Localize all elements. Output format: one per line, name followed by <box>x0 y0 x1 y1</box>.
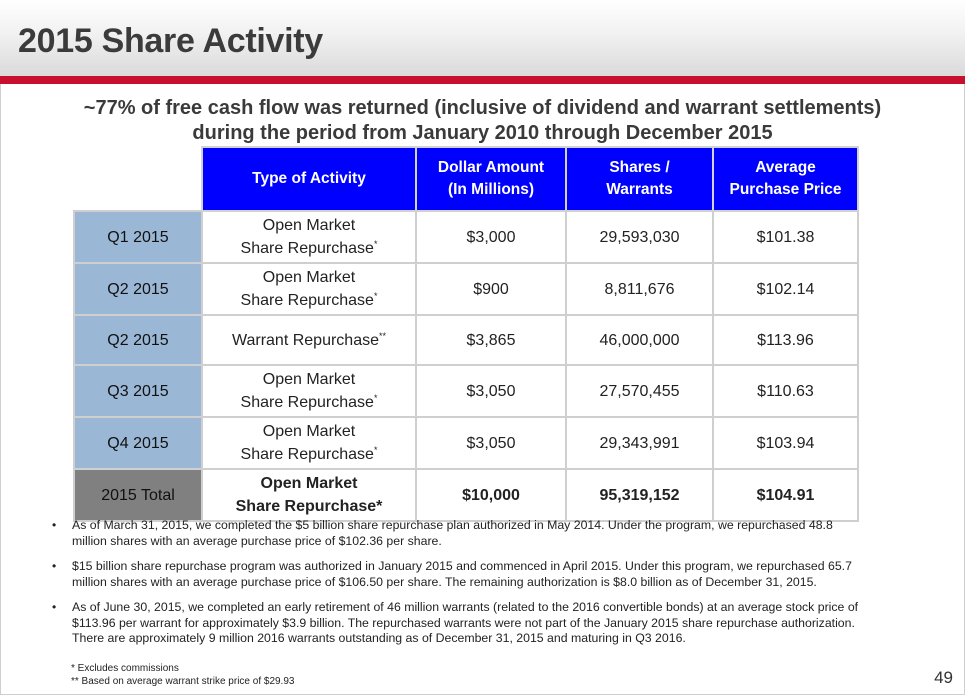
dollar-cell: $3,865 <box>416 315 566 365</box>
footnote-mark: * <box>373 291 378 301</box>
bullet-line: $15 billion share repurchase program was authorized in January 2015 and commenced in April 2015. Under this program, we repurchased 65.7 <box>72 559 852 573</box>
footnote-mark: * <box>373 239 378 249</box>
period-cell: Q2 2015 <box>74 315 202 365</box>
page-number: 49 <box>934 668 953 687</box>
dollar-cell: $3,050 <box>416 417 566 469</box>
header-dollar-amount <box>416 147 566 211</box>
total-activity-cell <box>202 469 416 521</box>
header-shares-line-1: Shares / <box>609 159 670 176</box>
title-underline <box>0 76 965 84</box>
activity-line-1: Open Market <box>262 423 356 440</box>
bullet-line: As of June 30, 2015, we completed an early retirement of 46 million warrants (related to the 2016 convertible bonds) at an average stock price of <box>72 600 859 614</box>
activity-cell <box>202 263 416 315</box>
activity-line-1: Open Market <box>262 371 356 388</box>
activity-cell <box>202 365 416 417</box>
period-cell: Q3 2015 <box>74 365 202 417</box>
bullet-dot: • <box>52 600 57 614</box>
header-average-price <box>713 147 858 211</box>
total-activity-line-2: Share Repurchase* <box>235 498 383 515</box>
bullet-item <box>52 600 942 647</box>
table-row <box>74 263 858 315</box>
share-activity-table <box>73 146 859 522</box>
bullet-line: million shares with an average purchase price of $102.36 per share. <box>72 533 442 548</box>
total-shares-cell: 95,319,152 <box>566 469 713 521</box>
activity-line-2-text: Share Repurchase <box>240 240 374 257</box>
price-cell: $101.38 <box>713 211 858 263</box>
footnote-commissions: * Excludes commissions <box>71 663 179 674</box>
header-price-line-2: Purchase Price <box>729 181 842 198</box>
table-row <box>74 417 858 469</box>
footnote-mark: ** <box>379 330 387 341</box>
price-cell: $103.94 <box>713 417 858 469</box>
price-cell: $110.63 <box>713 365 858 417</box>
activity-line-1: Open Market <box>262 269 356 286</box>
price-cell: $113.96 <box>713 315 858 365</box>
slide-title: 2015 Share Activity <box>18 22 323 60</box>
total-row <box>74 469 858 521</box>
period-cell: Q2 2015 <box>74 263 202 315</box>
activity-line-2 <box>203 391 415 414</box>
subtitle-line-1: ~77% of free cash flow was returned (inclusive of dividend and warrant settlements) <box>83 97 882 119</box>
total-period-cell: 2015 Total <box>74 469 202 521</box>
subtitle-line-2: during the period from January 2010 through December 2015 <box>192 122 773 144</box>
bullet-dot: • <box>52 518 57 532</box>
activity-line-2-text: Share Repurchase <box>240 446 374 463</box>
header-blank-cell <box>74 147 202 211</box>
activity-line-1: Warrant Repurchase <box>231 331 379 349</box>
table-row <box>74 365 858 417</box>
period-cell: Q4 2015 <box>74 417 202 469</box>
header-price-line-1: Average <box>755 159 816 176</box>
shares-cell: 27,570,455 <box>566 365 713 417</box>
activity-line-2 <box>203 443 415 466</box>
footnote-warrant-strike: ** Based on average warrant strike price of $29.93 <box>71 675 295 687</box>
activity-line-2-text: Share Repurchase <box>240 394 374 411</box>
total-dollar-cell: $10,000 <box>416 469 566 521</box>
activity-line-2 <box>203 289 415 312</box>
table-row <box>74 211 858 263</box>
shares-cell: 29,343,991 <box>566 417 713 469</box>
activity-cell <box>202 315 416 365</box>
header-type-of-activity: Type of Activity <box>202 147 416 211</box>
table-header-row <box>74 147 858 211</box>
bullet-line: $113.96 per warrant for approximately $3.9 billion. The repurchased warrants were not part of the January 2015 share repurchase authorization. <box>72 615 855 630</box>
bullet-dot: • <box>52 559 57 573</box>
shares-cell: 46,000,000 <box>566 315 713 365</box>
activity-cell <box>202 211 416 263</box>
bullet-line: million shares with an average purchase price of $106.50 per share. The remaining authorization is $8.0 billion as of December 31, 2015. <box>72 574 817 589</box>
header-dollar-line-2: (In Millions) <box>447 181 535 198</box>
footnotes <box>71 663 294 688</box>
footnote-mark: * <box>373 393 378 403</box>
period-cell: Q1 2015 <box>74 211 202 263</box>
activity-line-2-text: Share Repurchase <box>240 292 374 309</box>
shares-cell: 29,593,030 <box>566 211 713 263</box>
slide-subtitle <box>30 96 935 146</box>
dollar-cell: $3,000 <box>416 211 566 263</box>
footnote-mark: * <box>373 445 378 455</box>
table-row <box>74 315 858 365</box>
header-shares-line-2: Warrants <box>606 181 673 198</box>
activity-line-1: Open Market <box>262 217 356 234</box>
activity-cell <box>202 417 416 469</box>
bullet-line: There are approximately 9 million 2016 warrants outstanding as of December 31, 2015 and maturing in Q3 2016. <box>72 631 686 645</box>
header-shares-warrants <box>566 147 713 211</box>
dollar-cell: $900 <box>416 263 566 315</box>
total-activity-line-1: Open Market <box>260 475 358 492</box>
bullet-list <box>52 518 942 657</box>
bullet-item <box>52 559 942 590</box>
header-dollar-line-1: Dollar Amount <box>437 159 545 176</box>
shares-cell: 8,811,676 <box>566 263 713 315</box>
total-price-cell: $104.91 <box>713 469 858 521</box>
bullet-line: As of March 31, 2015, we completed the $5 billion share repurchase plan authorized in May 2014. Under the program, we repurchased 48.8 <box>72 518 833 532</box>
dollar-cell: $3,050 <box>416 365 566 417</box>
activity-line-2 <box>203 237 415 260</box>
bullet-item <box>52 518 942 549</box>
price-cell: $102.14 <box>713 263 858 315</box>
